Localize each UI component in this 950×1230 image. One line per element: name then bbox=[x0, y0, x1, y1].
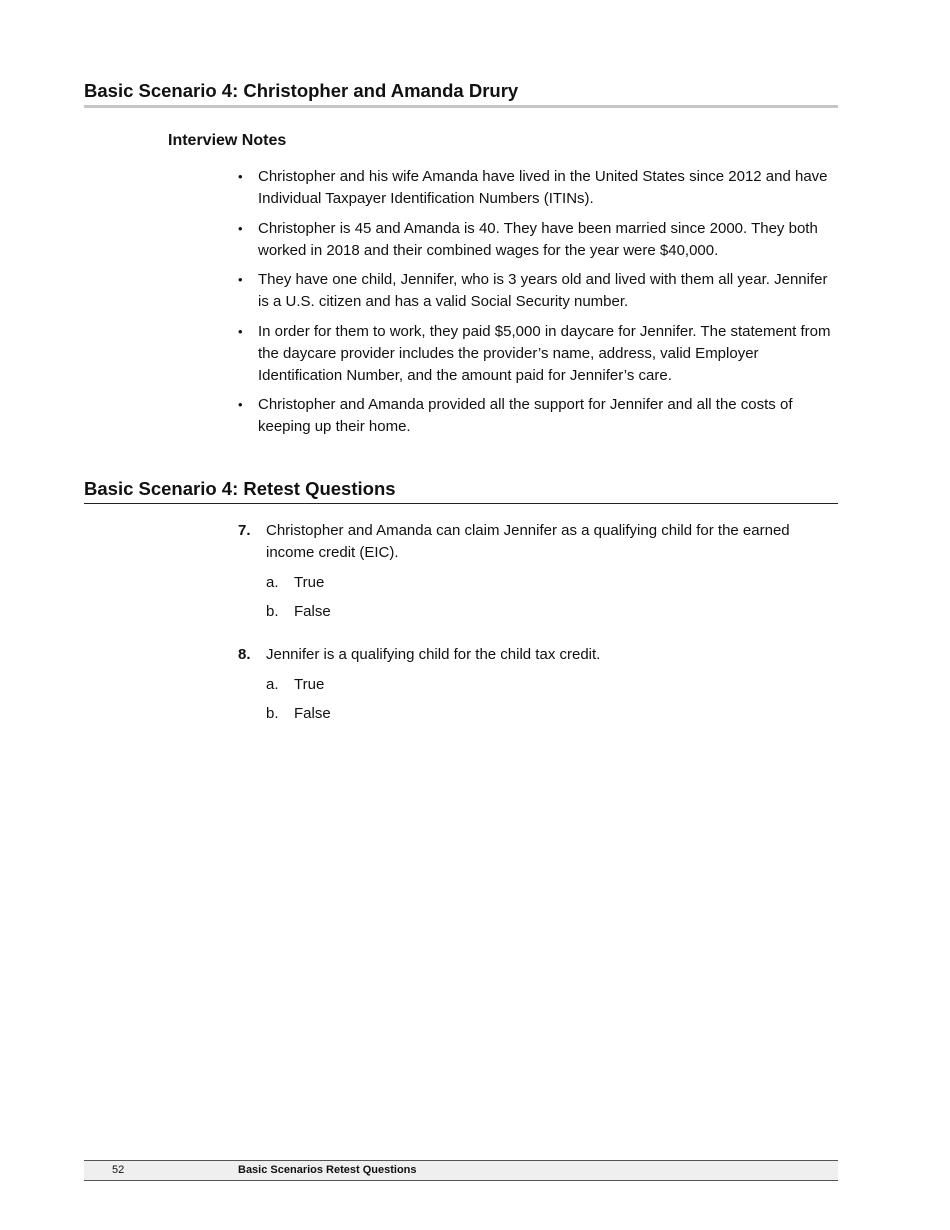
option-text: True bbox=[294, 676, 325, 693]
interview-note-text: In order for them to work, they paid $5,000 in daycare for Jennifer. The statement from the daycare provider includes the provider’s name, address, valid Employer Identification Number, and the amount paid for Jennifer’s care. bbox=[258, 322, 831, 384]
option-letter: b. bbox=[266, 603, 279, 620]
question-number: 8. bbox=[238, 646, 251, 663]
interview-notes-title: Interview Notes bbox=[168, 132, 287, 149]
question-8 bbox=[238, 644, 838, 732]
option-text: False bbox=[294, 603, 331, 620]
interview-note-text: Christopher is 45 and Amanda is 40. They have been married since 2000. They both worked in 2018 and their combined wages for the year were $40,000. bbox=[258, 219, 818, 259]
option-text: True bbox=[294, 574, 325, 591]
question-text: Christopher and Amanda can claim Jennifer as a qualifying child for the earned income credit (EIC). bbox=[266, 522, 790, 561]
interview-note-text: Christopher and his wife Amanda have lived in the United States since 2012 and have Individual Taxpayer Identification Numbers (ITINs). bbox=[258, 168, 828, 207]
page-footer bbox=[84, 1160, 838, 1181]
answer-option-true[interactable] bbox=[266, 572, 838, 594]
answer-option-false[interactable] bbox=[266, 703, 838, 725]
question-prompt bbox=[238, 644, 838, 666]
option-text: False bbox=[294, 705, 331, 722]
interview-note-item bbox=[238, 321, 840, 387]
interview-notes-list bbox=[238, 166, 840, 446]
footer-title: Basic Scenarios Retest Questions bbox=[238, 1164, 417, 1176]
interview-note-text: They have one child, Jennifer, who is 3 years old and lived with them all year. Jennifer is a U.S. citizen and has a valid Social Security number. bbox=[258, 271, 828, 310]
scenario-heading: Basic Scenario 4: Christopher and Amanda Drury bbox=[84, 80, 838, 108]
answer-option-false[interactable] bbox=[266, 601, 838, 623]
option-letter: a. bbox=[266, 676, 279, 693]
bullet-icon: • bbox=[238, 220, 243, 236]
bullet-icon: • bbox=[238, 169, 243, 184]
option-letter: b. bbox=[266, 705, 279, 722]
option-letter: a. bbox=[266, 574, 279, 591]
bullet-icon: • bbox=[238, 397, 243, 412]
question-prompt bbox=[238, 520, 838, 564]
question-number: 7. bbox=[238, 522, 251, 539]
question-text: Jennifer is a qualifying child for the child tax credit. bbox=[266, 646, 601, 663]
page-number: 52 bbox=[112, 1164, 125, 1176]
interview-note-item bbox=[238, 269, 840, 313]
interview-note-text: Christopher and Amanda provided all the support for Jennifer and all the costs of keeping up their home. bbox=[258, 396, 793, 435]
interview-note-item bbox=[238, 218, 840, 262]
question-7 bbox=[238, 520, 838, 630]
interview-note-item bbox=[238, 394, 840, 438]
answer-options bbox=[266, 674, 838, 725]
retest-heading: Basic Scenario 4: Retest Questions bbox=[84, 478, 838, 504]
bullet-icon: • bbox=[238, 272, 243, 287]
interview-note-item bbox=[238, 166, 840, 210]
answer-option-true[interactable] bbox=[266, 674, 838, 696]
bullet-icon: • bbox=[238, 323, 243, 339]
answer-options bbox=[266, 572, 838, 623]
